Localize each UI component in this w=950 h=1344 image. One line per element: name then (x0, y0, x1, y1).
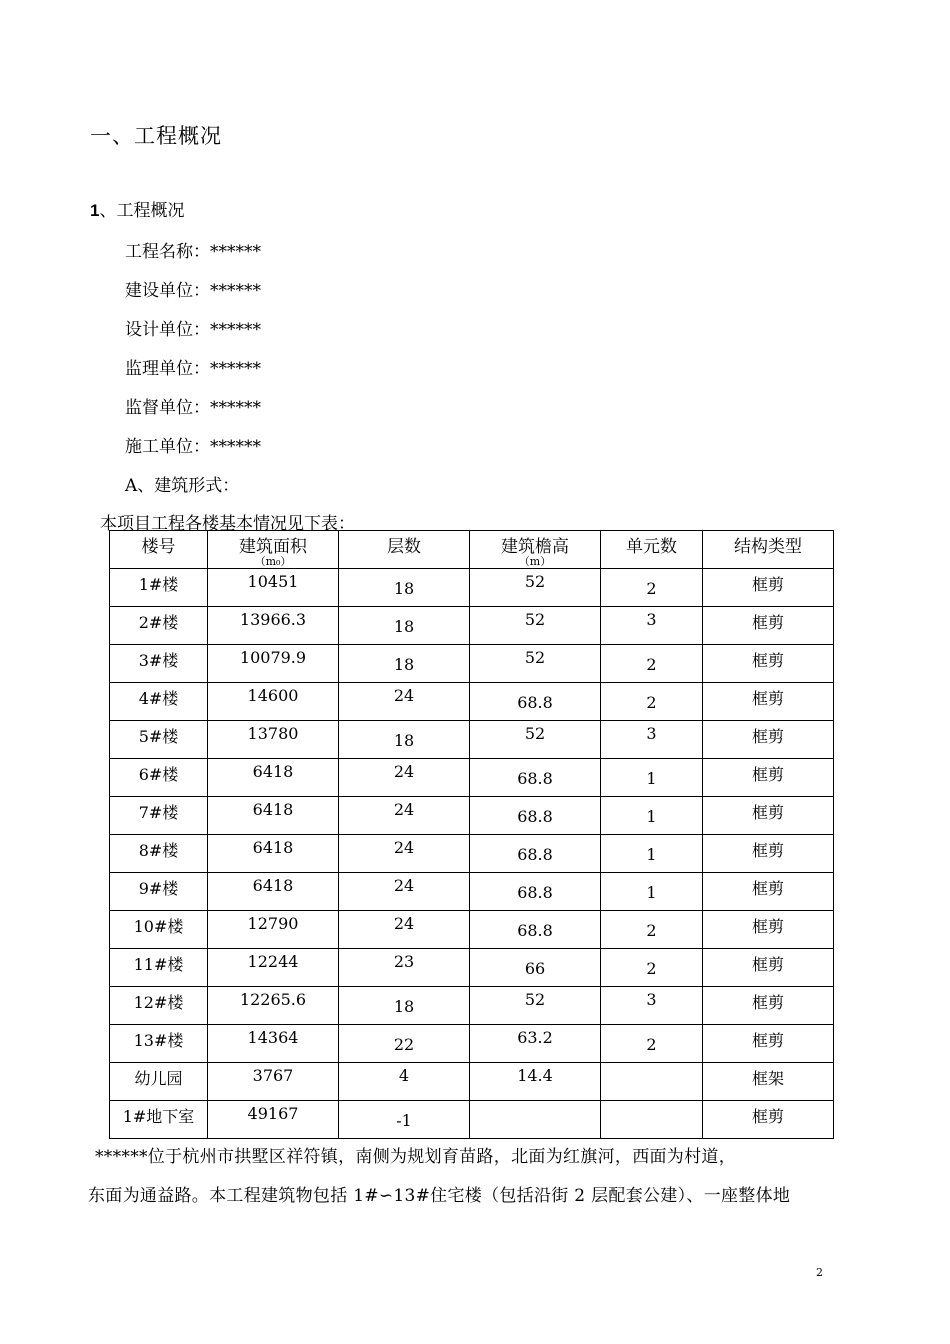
cell-area: 10451 (208, 569, 339, 607)
cell-area: 3767 (208, 1063, 339, 1101)
subsection-number: 1 (90, 201, 100, 220)
cell-height: 63.2 (470, 1025, 601, 1063)
header-units: 单元数 (601, 531, 703, 569)
cell-units: 1 (601, 873, 703, 911)
cell-floors: 18 (339, 569, 470, 607)
table-row (110, 1101, 834, 1139)
table-row (110, 835, 834, 873)
table-row (110, 683, 834, 721)
cell-area: 12244 (208, 949, 339, 987)
cell-floors: 23 (339, 949, 470, 987)
cell-units (601, 1063, 703, 1101)
building-table (109, 530, 834, 1139)
cell-floors: 18 (339, 721, 470, 759)
building-form-line: A、建筑形式： (125, 476, 240, 496)
cell-building-no: 1#地下室 (110, 1101, 208, 1139)
cell-height: 52 (470, 607, 601, 645)
cell-area: 6418 (208, 759, 339, 797)
cell-area: 13966.3 (208, 607, 339, 645)
cell-height: 52 (470, 987, 601, 1025)
header-floors: 层数 (339, 531, 470, 569)
cell-units: 2 (601, 949, 703, 987)
cell-units: 2 (601, 683, 703, 721)
cell-floors: 22 (339, 1025, 470, 1063)
cell-building-no: 1#楼 (110, 569, 208, 607)
subsection-heading (90, 196, 184, 221)
cell-floors: -1 (339, 1101, 470, 1139)
cell-floors: 18 (339, 987, 470, 1025)
cell-area: 49167 (208, 1101, 339, 1139)
table-row (110, 873, 834, 911)
header-structure: 结构类型 (703, 531, 834, 569)
cell-building-no: 6#楼 (110, 759, 208, 797)
cell-structure: 框剪 (703, 607, 834, 645)
cell-height: 52 (470, 645, 601, 683)
table-row (110, 1025, 834, 1063)
cell-area: 12265.6 (208, 987, 339, 1025)
cell-units: 3 (601, 607, 703, 645)
cell-height: 66 (470, 949, 601, 987)
paragraph-line-2: 东面为通益路。本工程建筑物包括 1#∽13#住宅楼（包括沿街 2 层配套公建）、一座整体地 (88, 1186, 791, 1206)
cell-structure: 框剪 (703, 683, 834, 721)
cell-structure: 框剪 (703, 1101, 834, 1139)
header-height-unit: （m） (518, 555, 552, 568)
cell-units: 3 (601, 987, 703, 1025)
cell-building-no: 4#楼 (110, 683, 208, 721)
cell-height: 52 (470, 569, 601, 607)
cell-area: 6418 (208, 835, 339, 873)
cell-floors: 24 (339, 759, 470, 797)
cell-height: 52 (470, 721, 601, 759)
cell-units: 3 (601, 721, 703, 759)
cell-structure: 框剪 (703, 797, 834, 835)
cell-area: 6418 (208, 873, 339, 911)
inspector-line: 监督单位：****** (125, 398, 261, 418)
supervisor-line: 监理单位：****** (125, 359, 261, 379)
cell-structure: 框剪 (703, 1025, 834, 1063)
table-row (110, 797, 834, 835)
table-row (110, 759, 834, 797)
project-name-line: 工程名称：****** (125, 242, 261, 262)
cell-units: 2 (601, 1025, 703, 1063)
table-row (110, 607, 834, 645)
header-area: 建筑面积 （m₀） (208, 531, 339, 569)
cell-area: 12790 (208, 911, 339, 949)
cell-building-no: 12#楼 (110, 987, 208, 1025)
table-row (110, 911, 834, 949)
cell-floors: 24 (339, 683, 470, 721)
cell-building-no: 幼儿园 (110, 1063, 208, 1101)
header-area-unit: （m₀） (254, 555, 292, 568)
cell-structure: 框剪 (703, 645, 834, 683)
cell-units: 2 (601, 911, 703, 949)
cell-floors: 18 (339, 645, 470, 683)
cell-units: 2 (601, 645, 703, 683)
cell-area: 14600 (208, 683, 339, 721)
table-row (110, 569, 834, 607)
cell-area: 6418 (208, 797, 339, 835)
section-heading: 一、工程概况 (90, 124, 222, 148)
cell-structure: 框剪 (703, 759, 834, 797)
cell-building-no: 3#楼 (110, 645, 208, 683)
contractor-line: 施工单位：****** (125, 437, 261, 457)
cell-units: 1 (601, 835, 703, 873)
cell-units: 1 (601, 797, 703, 835)
cell-area: 14364 (208, 1025, 339, 1063)
cell-floors: 4 (339, 1063, 470, 1101)
table-row (110, 987, 834, 1025)
cell-building-no: 9#楼 (110, 873, 208, 911)
paragraph-line-1: ******位于杭州市拱墅区祥符镇，南侧为规划育苗路，北面为红旗河，西面为村道， (95, 1147, 736, 1167)
header-height: 建筑檐高 （m） (470, 531, 601, 569)
cell-building-no: 5#楼 (110, 721, 208, 759)
cell-height: 68.8 (470, 759, 601, 797)
cell-building-no: 7#楼 (110, 797, 208, 835)
cell-height (470, 1101, 601, 1139)
cell-structure: 框剪 (703, 911, 834, 949)
cell-area: 13780 (208, 721, 339, 759)
cell-floors: 24 (339, 873, 470, 911)
cell-building-no: 13#楼 (110, 1025, 208, 1063)
table-header-row (110, 531, 834, 569)
cell-building-no: 10#楼 (110, 911, 208, 949)
cell-floors: 24 (339, 835, 470, 873)
cell-height: 68.8 (470, 683, 601, 721)
cell-units: 1 (601, 759, 703, 797)
cell-height: 68.8 (470, 873, 601, 911)
cell-structure: 框剪 (703, 949, 834, 987)
builder-line: 建设单位：****** (125, 281, 261, 301)
cell-units: 2 (601, 569, 703, 607)
cell-floors: 18 (339, 607, 470, 645)
cell-area: 10079.9 (208, 645, 339, 683)
cell-building-no: 8#楼 (110, 835, 208, 873)
cell-units (601, 1101, 703, 1139)
page-number: 2 (816, 1266, 823, 1279)
cell-floors: 24 (339, 911, 470, 949)
header-building-no: 楼号 (110, 531, 208, 569)
table-intro: 本项目工程各楼基本情况见下表： (100, 514, 355, 534)
cell-structure: 框剪 (703, 987, 834, 1025)
table-row (110, 949, 834, 987)
cell-building-no: 2#楼 (110, 607, 208, 645)
cell-building-no: 11#楼 (110, 949, 208, 987)
cell-height: 68.8 (470, 835, 601, 873)
cell-structure: 框剪 (703, 873, 834, 911)
cell-height: 68.8 (470, 797, 601, 835)
table-row (110, 1063, 834, 1101)
cell-structure: 框剪 (703, 569, 834, 607)
cell-structure: 框剪 (703, 721, 834, 759)
cell-height: 14.4 (470, 1063, 601, 1101)
cell-structure: 框架 (703, 1063, 834, 1101)
cell-height: 68.8 (470, 911, 601, 949)
cell-structure: 框剪 (703, 835, 834, 873)
table-row (110, 645, 834, 683)
subsection-title: 、工程概况 (99, 201, 185, 221)
cell-floors: 24 (339, 797, 470, 835)
designer-line: 设计单位：****** (125, 320, 261, 340)
table-row (110, 721, 834, 759)
